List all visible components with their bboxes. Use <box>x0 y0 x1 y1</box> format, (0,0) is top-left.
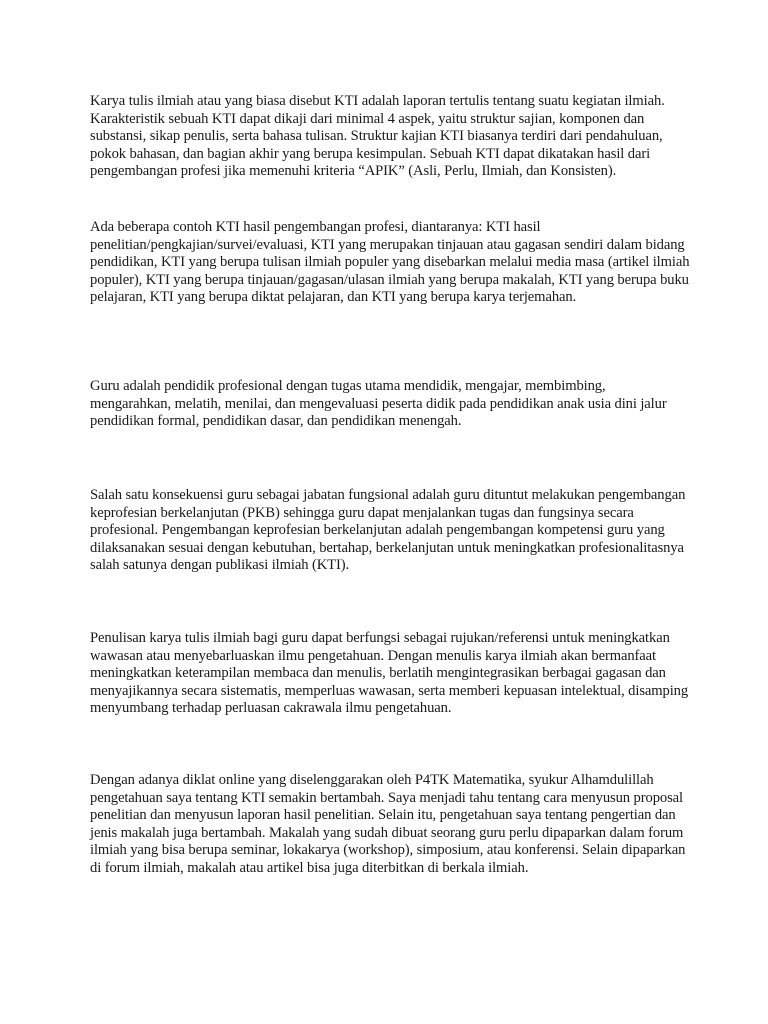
paragraph-kti-examples: Ada beberapa contoh KTI hasil pengembangan profesi, diantaranya: KTI hasil penelitian/pengkajian/survei/evaluasi, KTI yang merupakan tinjauan atau gagasan sendiri dalam bidang pendidikan, KTI yang berupa tulisan ilmiah populer yang disebarkan melalui media masa (artikel ilmiah populer), KTI yang berupa tinjauan/gagasan/ulasan ilmiah yang berupa makalah, KTI yang berupa buku pelajaran, KTI yang berupa diktat pelajaran, dan KTI yang berupa karya terjemahan. <box>90 219 690 306</box>
paragraph-online-training: Dengan adanya diklat online yang diselenggarakan oleh P4TK Matematika, syukur Alhamdulillah pengetahuan saya tentang KTI semakin bertambah. Saya menjadi tahu tentang cara menyusun proposal penelitian dan menyusun laporan hasil penelitian. Selain itu, pengetahuan saya tentang pengertian dan jenis makalah juga bertambah. Makalah yang sudah dibuat seorang guru perlu dipaparkan dalam forum ilmiah yang bisa berupa seminar, lokakarya (workshop), simposium, atau konferensi. Selain dipaparkan di forum ilmiah, makalah atau artikel bisa juga diterbitkan di berkala ilmiah. <box>90 772 686 876</box>
paragraph-pkb: Salah satu konsekuensi guru sebagai jabatan fungsional adalah guru dituntut melakukan pengembangan keprofesian berkelanjutan (PKB) sehingga guru dapat menjalankan tugas dan fungsinya secara profesional. Pengembangan keprofesian berkelanjutan adalah pengembangan kompetensi guru yang dilaksanakan sesuai dengan kebutuhan, bertahap, berkelanjutan untuk meningkatkan profesionalitasnya salah satunya dengan publikasi ilmiah (KTI). <box>90 487 686 574</box>
paragraph-kti-benefits: Penulisan karya tulis ilmiah bagi guru dapat berfungsi sebagai rujukan/referensi untuk meningkatkan wawasan atau menyebarluaskan ilmu pengetahuan. Dengan menulis karya ilmiah akan bermanfaat meningkatkan keterampilan membaca dan menulis, berlatih mengintegrasikan berbagai gagasan dan menyajikannya secara sistematis, memperluas wawasan, serta memberi kepuasan intelektual, disamping menyumbang terhadap perluasan cakrawala ilmu pengetahuan. <box>90 630 689 717</box>
paragraph-teacher-definition: Guru adalah pendidik profesional dengan tugas utama mendidik, mengajar, membimbing, mengarahkan, melatih, menilai, dan mengevaluasi peserta didik pada pendidikan anak usia dini jalur pendidikan formal, pendidikan dasar, dan pendidikan menengah. <box>90 378 667 430</box>
paragraph-kti-definition: Karya tulis ilmiah atau yang biasa disebut KTI adalah laporan tertulis tentang suatu kegiatan ilmiah. Karakteristik sebuah KTI dapat dikaji dari minimal 4 aspek, yaitu struktur sajian, komponen dan substansi, sikap penulis, serta bahasa tulisan. Struktur kajian KTI biasanya terdiri dari pendahuluan, pokok bahasan, dan bagian akhir yang berupa kesimpulan. Sebuah KTI dapat dikatakan hasil dari pengembangan profesi jika memenuhi kriteria “APIK” (Asli, Perlu, Ilmiah, dan Konsisten). <box>90 93 665 180</box>
